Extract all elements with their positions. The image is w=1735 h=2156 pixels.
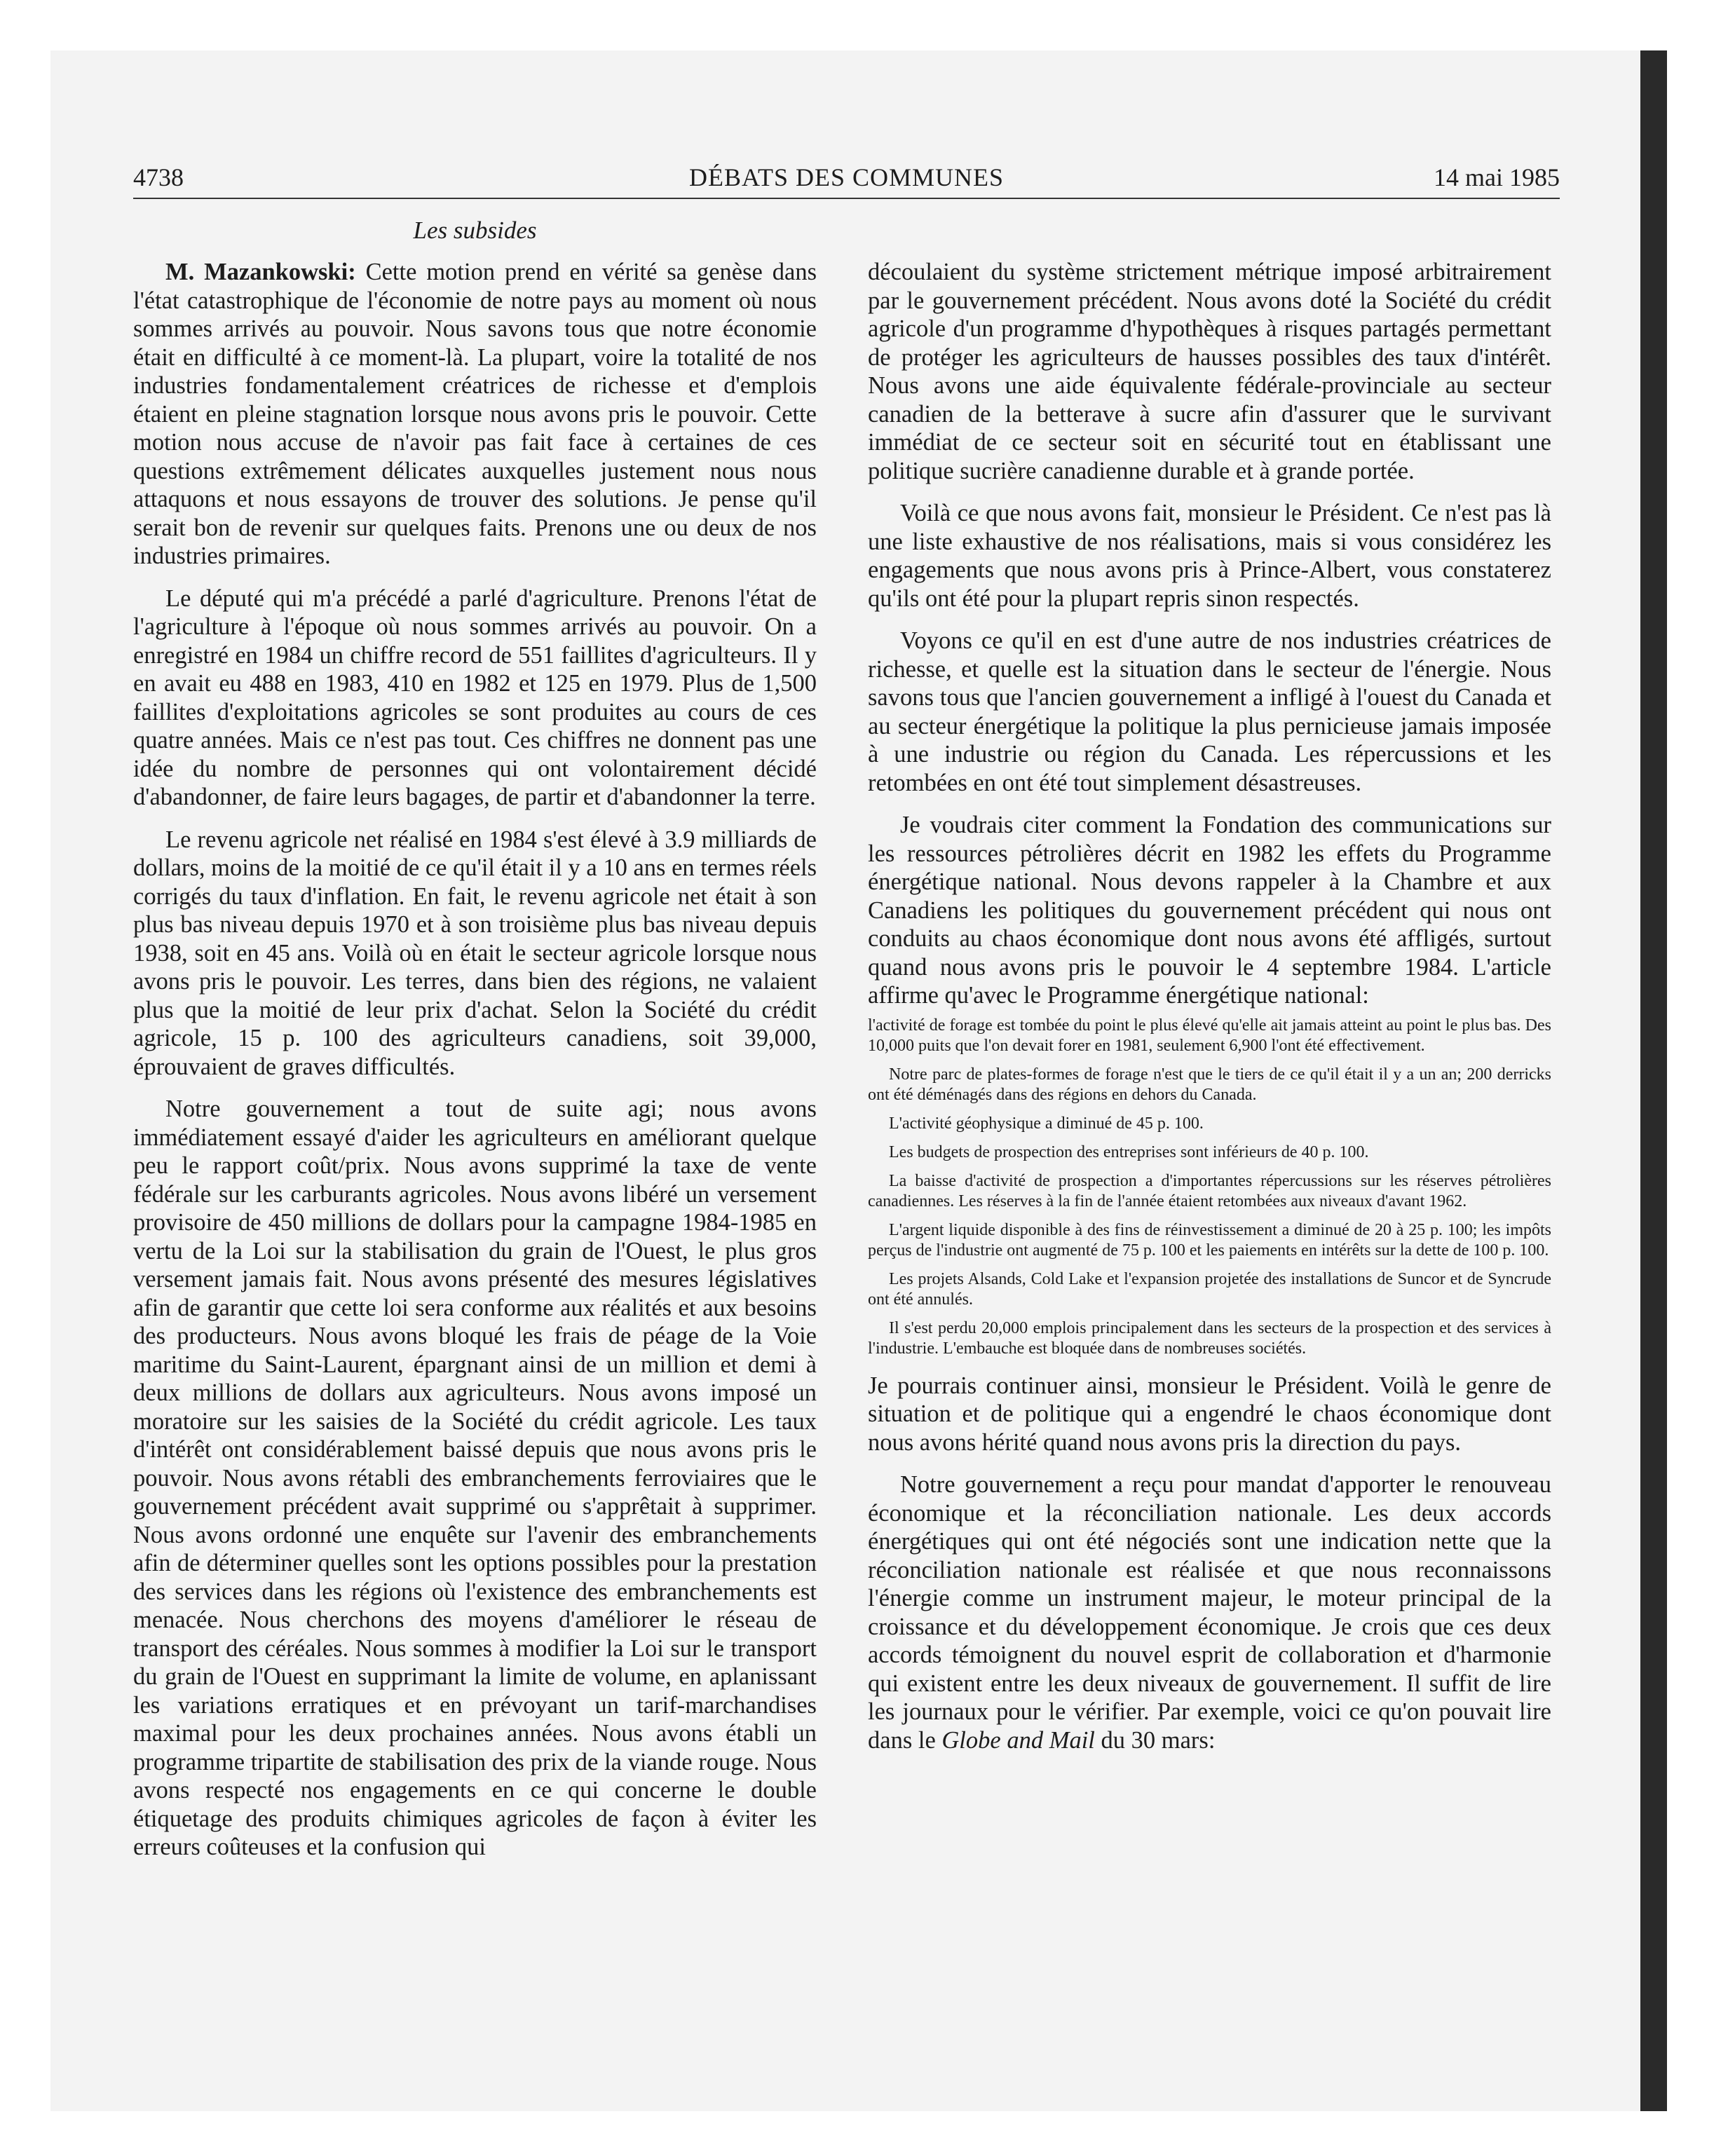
header-date: 14 mai 1985 — [1434, 163, 1560, 191]
speaker-name: M. Mazankowski: — [165, 259, 356, 285]
quotation: Notre parc de plates-formes de forage n'est que le tiers de ce qu'il était il y a un an; 200 derricks ont été déménagés dans des régions en dehors du Canada. — [868, 1065, 1551, 1104]
paragraph-text: du 30 mars: — [1094, 1726, 1216, 1754]
paragraph-text: Cette motion prend en vérité sa genèse dans l'état catastrophique de l'économie de notre pays au moment où nous sommes arrivés au pouvoir. Nous savons tous que notre économie était en difficulté à ce moment-là. La plupart, voire la totalité de nos industries fondamentalement créatrices de richesse et d'emplois étaient en pleine stagnation lorsque nous avons pris le pouvoir. Cette motion nous accuse de n'avoir pas fait face à certaines de ces questions extrêmement délicates auxquelles justement nous nous attaquons et nous essayons de trouver des solutions. Je pense qu'il serait bon de revenir sur quelques faits. Prenons une ou deux de nos industries primaires. — [133, 259, 817, 569]
publication-title: DÉBATS DES COMMUNES — [688, 163, 1005, 191]
paragraph — [133, 258, 817, 571]
paragraph-text: Notre gouvernement a reçu pour mandat d'apporter le renouveau économique et la réconciliation nationale. Les deux accords énergétiques qui ont été négociés sont une indication nette que la réconciliation nationale est réalisée et que nous reconnaissons l'énergie comme un instrument majeur, le moteur principal de la croissance et du développement économique. Je crois que ces deux accords témoignent du nouvel esprit de collaboration et d'harmonie qui existent entre les deux niveaux de gouvernement. Il suffit de lire les journaux pour le vérifier. Par exemple, voici ce qu'on pouvait lire dans le — [868, 1471, 1551, 1754]
paragraph: Le revenu agricole net réalisé en 1984 s'est élevé à 3.9 milliards de dollars, moins de la moitié de ce qu'il était il y a 10 ans en termes réels corrigés du taux d'inflation. En fait, le revenu agricole net était à son plus bas niveau depuis 1970 et à son troisième plus bas niveau depuis 1938, soit en 45 ans. Voilà où en était le secteur agricole lorsque nous avons pris le pouvoir. Les terres, dans bien des régions, ne valaient plus que la moitié de leur prix d'achat. Selon la Société du crédit agricole, 15 p. 100 des agriculteurs canadiens, soit 39,000, éprouvaient de graves difficultés. — [133, 826, 817, 1080]
newspaper-title: Globe and Mail — [941, 1726, 1095, 1754]
header-rule — [133, 198, 1560, 199]
paragraph: Le député qui m'a précédé a parlé d'agriculture. Prenons l'état de l'agriculture à l'époque où nous sommes arrivés au pouvoir. On a enregistré en 1984 un chiffre record de 551 faillites d'agriculteurs. Il y en avait eu 488 en 1983, 410 en 1982 et 125 en 1979. Plus de 1,500 faillites d'exploitations agricoles se sont produites au cours de ces quatre années. Mais ce n'est pas tout. Ces chiffres ne donnent pas une idée du nombre de personnes qui ont volontairement décidé d'abandonner, de faire leurs bagages, de partir et d'abandonner la terre. — [133, 585, 817, 810]
paragraph: Je voudrais citer comment la Fondation des communications sur les ressources pétrolières décrit en 1982 les effets du Programme énergétique national. Nous devons rappeler à la Chambre et aux Canadiens les politiques du gouvernement précédent qui nous ont conduits au chaos économique dont nous avons été affligés, surtout quand nous avons pris le pouvoir le 4 septembre 1984. L'article affirme qu'avec le Programme énergétique national: — [868, 812, 1551, 1009]
quotation: L'argent liquide disponible à des fins de réinvestissement a diminué de 20 à 25 p. 100; les impôts perçus de l'industrie ont augmenté de 75 p. 100 et les paiements en intérêts sur la dette de 100 p. 100. — [868, 1220, 1551, 1260]
quotation: Il s'est perdu 20,000 emplois principalement dans les secteurs de la prospection et des services à l'industrie. L'embauche est bloquée dans de nombreuses sociétés. — [868, 1318, 1551, 1358]
page-number: 4738 — [133, 163, 184, 191]
quotation: Les projets Alsands, Cold Lake et l'expansion projetée des installations de Suncor et de Syncrude ont été annulés. — [868, 1269, 1551, 1309]
paragraph: découlaient du système strictement métrique imposé arbitrairement par le gouvernement précédent. Nous avons doté la Société du crédit agricole d'un programme d'hypothèques à risques partagés permettant de protéger les agriculteurs de hausses possibles des taux d'intérêt. Nous avons une aide équivalente fédérale-provinciale au secteur canadien de la betterave à sucre afin d'assurer que le survivant immédiat de ce secteur soit en sécurité tout en établissant une politique sucrière canadienne durable et à grande portée. — [868, 259, 1551, 484]
paragraph: Voyons ce qu'il en est d'une autre de nos industries créatrices de richesse, et quelle est la situation dans le secteur de l'énergie. Nous savons tous que l'ancien gouvernement a infligé à l'ouest du Canada et au secteur énergétique la politique la plus pernicieuse jamais imposée à une industrie ou région du Canada. Les répercussions et les retombées en ont été tout simplement désastreuses. — [868, 627, 1551, 796]
quotation: L'activité géophysique a diminué de 45 p. 100. — [889, 1114, 1204, 1133]
quotation: l'activité de forage est tombée du point le plus élevé qu'elle ait jamais atteint au point le plus bas. Des 10,000 puits que l'on devait forer en 1981, seulement 6,900 l'ont été effectivement. — [868, 1016, 1551, 1055]
section-title: Les subsides — [413, 217, 537, 244]
running-header — [133, 160, 1560, 195]
paragraph: Voilà ce que nous avons fait, monsieur le Président. Ce n'est pas là une liste exhaustive de nos réalisations, mais si vous considérez les engagements que nous avons pris à Prince-Albert, vous constaterez qu'ils ont été pour la plupart repris sinon respectés. — [868, 500, 1551, 612]
binding-edge — [1640, 50, 1667, 2111]
paragraph — [868, 1471, 1551, 1754]
paragraph: Notre gouvernement a tout de suite agi; nous avons immédiatement essayé d'aider les agriculteurs en améliorant quelque peu le rapport coût/prix. Nous avons supprimé la taxe de vente fédérale sur les carburants agricoles. Nous avons libéré un versement provisoire de 450 millions de dollars pour la campagne 1984-1985 en vertu de la Loi sur la stabilisation du grain de l'Ouest, le plus gros versement jamais fait. Nous avons présenté des mesures législatives afin de garantir que cette loi sera conforme aux réalités et aux besoins des producteurs. Nous avons bloqué les frais de péage de la Voie maritime du Saint-Laurent, épargnant ainsi de un million et demi à deux millions de dollars aux agriculteurs. Nous avons imposé un moratoire sur les saisies de la Société du crédit agricole. Les taux d'intérêt ont considérablement baissé depuis que nous avons pris le pouvoir. Nous avons rétabli des embranchements ferroviaires que le gouvernement précédent avait supprimé ou s'apprêtait à supprimer. Nous avons ordonné une enquête sur l'avenir des embranchements afin de déterminer quelles sont les options possibles pour la prestation des services dans les régions où l'existence des embranchements est menacée. Nous cherchons des moyens d'améliorer le réseau de transport des céréales. Nous sommes à modifier la Loi sur le transport du grain de l'Ouest en supprimant la limite de volume, en aplanissant les variations erratiques et en prévoyant un tarif-marchandises maximal pour les deux prochaines années. Nous avons établi un programme tripartite de stabilisation des prix de la viande rouge. Nous avons respecté nos engagements en ce qui concerne le double étiquetage des produits chimiques agricoles de façon à éviter les erreurs coûteuses et la confusion qui — [133, 1096, 817, 1860]
quotation: Les budgets de prospection des entreprises sont inférieurs de 40 p. 100. — [889, 1142, 1369, 1161]
left-column — [133, 258, 817, 1862]
quotation: La baisse d'activité de prospection a d'importantes répercussions sur les réserves pétrolières canadiennes. Les réserves à la fin de l'année étaient retombées aux niveaux d'avant 1962. — [868, 1171, 1551, 1210]
paragraph: Je pourrais continuer ainsi, monsieur le Président. Voilà le genre de situation et de politique qui a engendré le chaos économique dont nous avons hérité quand nous avons pris la direction du pays. — [868, 1372, 1551, 1456]
right-column — [868, 258, 1551, 1754]
